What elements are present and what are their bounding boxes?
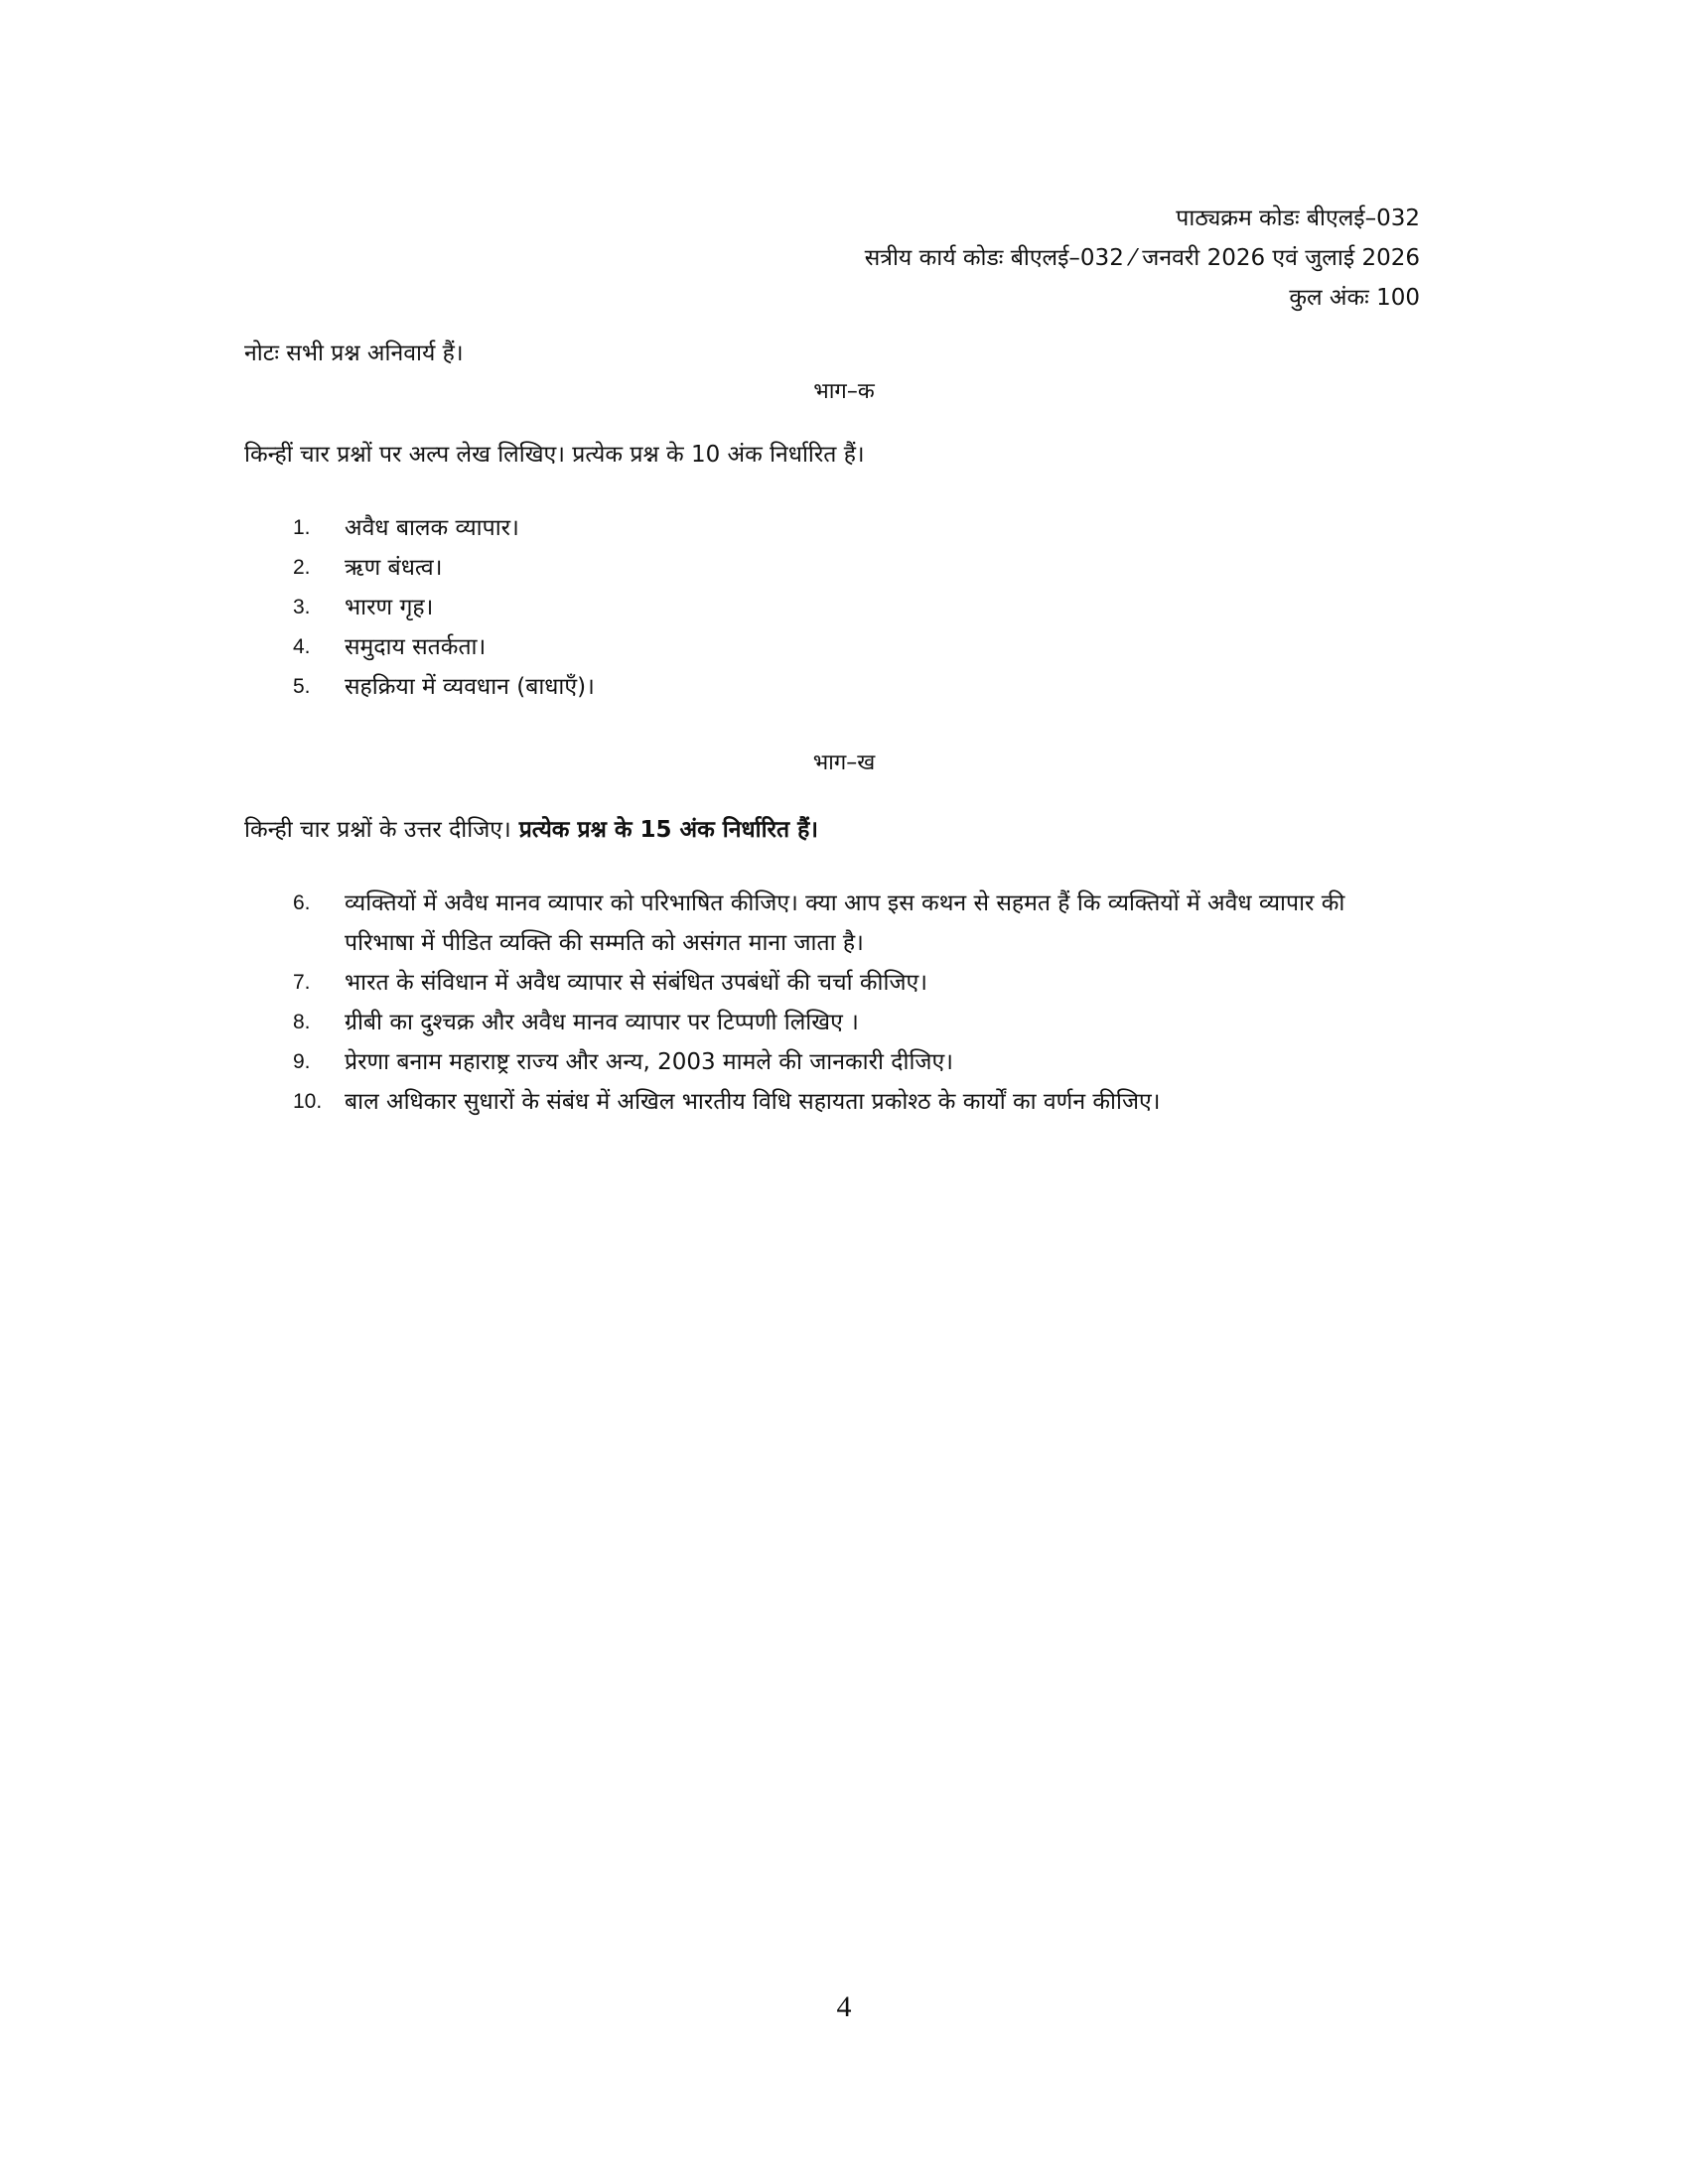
question-text: अवैध बालक व्यापार। <box>345 515 519 541</box>
section-a-question-list <box>293 508 1187 707</box>
question-number: 8. <box>293 1011 311 1033</box>
question-text: सहक्रिया में व्यवधान (बाधाएँ)। <box>345 674 595 700</box>
list-item <box>293 963 1435 1003</box>
page-number: 4 <box>836 1990 852 2023</box>
question-text: भारण गृह। <box>345 595 434 620</box>
question-text: भारत के संविधान में अवैध व्यापार से संबंधित उपबंधों की चर्चा कीजिए। <box>345 970 927 996</box>
total-marks: कुल अंकः 100 <box>1289 285 1420 311</box>
question-text: ग्रीबी का दुश्चक्र और अवैध मानव व्यापार पर टिप्पणी लिखिए । <box>345 1010 859 1035</box>
question-number: 3. <box>293 596 311 618</box>
section-a-instruction: किन्हीं चार प्रश्नों पर अल्प लेख लिखिए। प्रत्येक प्रश्न के 10 अंक निर्धारित हैं। <box>244 442 865 468</box>
list-item <box>293 548 1187 588</box>
list-item <box>293 627 1187 667</box>
list-item <box>293 667 1187 707</box>
question-text: बाल अधिकार सुधारों के संबंध में अखिल भारतीय विधि सहायता प्रकोश्ठ के कार्यों का वर्णन कीजिए। <box>345 1089 1161 1115</box>
question-number: 2. <box>293 556 311 579</box>
list-item <box>293 1042 1435 1082</box>
question-text: प्रेरणा बनाम महाराष्ट्र राज्य और अन्य, 2003 मामले की जानकारी दीजिए। <box>345 1049 953 1075</box>
question-number: 7. <box>293 971 311 994</box>
section-a-title: भाग–क <box>813 379 875 404</box>
question-number: 6. <box>293 891 311 914</box>
section-b-question-list <box>293 884 1435 1122</box>
section-b-instruction <box>244 812 818 844</box>
list-item <box>293 1082 1435 1122</box>
section-b-title: भाग–ख <box>812 751 876 775</box>
note-text: नोटः सभी प्रश्न अनिवार्य हैं। <box>244 341 464 366</box>
section-b-instruction-plain: किन्ही चार प्रश्नों के उत्तर दीजिए। <box>244 817 511 843</box>
question-text: व्यक्तियों में अवैध मानव व्यापार को परिभाषित कीजिए। क्या आप इस कथन से सहमत हैं कि व्यक्तियों में अवैध व्यापार की परिभाषा में पीडित व्यक्ति की सम्मति को असंगत माना जाता है। <box>345 890 1345 956</box>
assignment-code: सत्रीय कार्य कोडः बीएलई–032 ⁄ जनवरी 2026 एवं जुलाई 2026 <box>864 245 1420 271</box>
header-block <box>865 199 1420 318</box>
question-number: 1. <box>293 516 311 539</box>
list-item <box>293 588 1187 627</box>
course-code: पाठ्यक्रम कोडः बीएलई–032 <box>1176 205 1420 231</box>
question-number: 5. <box>293 675 311 698</box>
question-number: 9. <box>293 1050 311 1073</box>
list-item <box>293 1003 1435 1042</box>
section-b-instruction-bold: प्रत्येक प्रश्न के 15 अंक निर्धारित हैं। <box>510 817 818 843</box>
question-text: ऋण बंधत्व। <box>345 555 443 581</box>
question-text: समुदाय सतर्कता। <box>345 634 487 660</box>
list-item <box>293 508 1187 548</box>
list-item <box>293 884 1435 963</box>
question-number: 4. <box>293 635 311 658</box>
question-number: 10. <box>293 1090 323 1113</box>
